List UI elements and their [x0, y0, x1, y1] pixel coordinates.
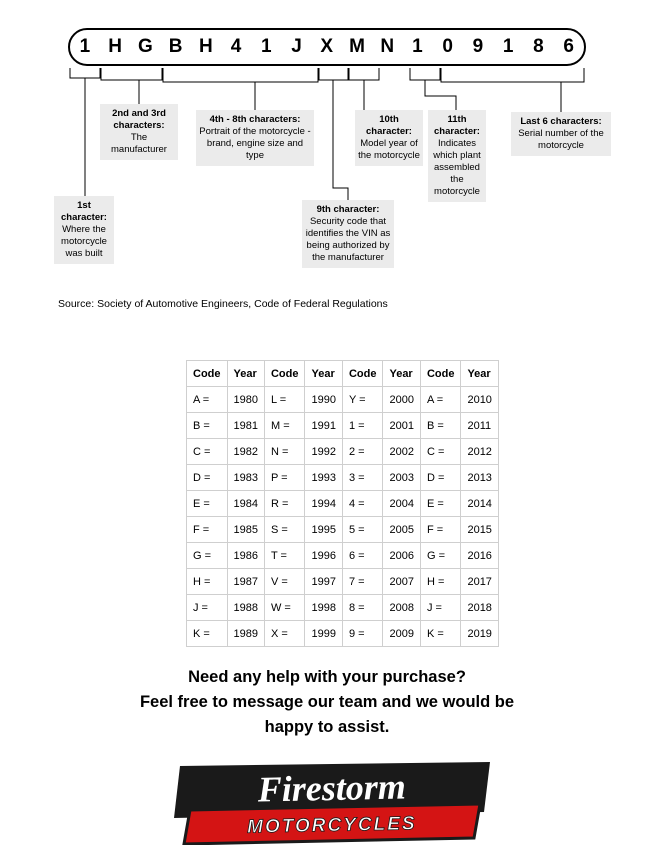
year-cell: 1996: [305, 543, 342, 569]
code-cell: R =: [264, 491, 305, 517]
code-cell: K =: [187, 621, 228, 647]
vin-char-10: M: [349, 36, 366, 57]
logo-sub-text: MOTORCYCLES: [246, 813, 417, 838]
table-header-row: [187, 361, 499, 387]
year-cell: 2004: [383, 491, 420, 517]
table-row: [187, 543, 499, 569]
code-cell: G =: [187, 543, 228, 569]
year-cell: 1986: [227, 543, 264, 569]
year-cell: 1999: [305, 621, 342, 647]
vin-char-11: N: [380, 36, 395, 57]
callout-last-six-title: Last 6 characters:: [520, 116, 602, 127]
vin-char-15: 1: [502, 36, 514, 57]
vin-char-12: 1: [412, 36, 424, 57]
year-cell: 2018: [461, 595, 498, 621]
code-cell: G =: [420, 543, 461, 569]
year-cell: 1985: [227, 517, 264, 543]
callout-last-six-body: Serial number of the motorcycle: [518, 128, 604, 151]
table-row: [187, 439, 499, 465]
table-header-cell: Code: [187, 361, 228, 387]
code-cell: J =: [187, 595, 228, 621]
code-cell: E =: [187, 491, 228, 517]
table-row: [187, 569, 499, 595]
year-cell: 2002: [383, 439, 420, 465]
year-cell: 1984: [227, 491, 264, 517]
code-cell: A =: [420, 387, 461, 413]
year-cell: 2017: [461, 569, 498, 595]
callout-fourth-eighth-body: Portrait of the motorcycle - brand, engine size and type: [199, 126, 311, 161]
code-cell: N =: [264, 439, 305, 465]
table-row: [187, 517, 499, 543]
year-code-table: [186, 360, 499, 647]
year-cell: 1983: [227, 465, 264, 491]
code-cell: 7 =: [342, 569, 383, 595]
callout-second-third-body: The manufacturer: [111, 132, 167, 155]
year-cell: 2005: [383, 517, 420, 543]
year-cell: 2001: [383, 413, 420, 439]
year-cell: 2014: [461, 491, 498, 517]
code-cell: 1 =: [342, 413, 383, 439]
vin-char-8: J: [291, 36, 303, 57]
help-line-1: Need any help with your purchase?: [188, 668, 466, 686]
callout-second-third-title: 2nd and 3rd characters:: [112, 108, 166, 131]
code-cell: W =: [264, 595, 305, 621]
code-cell: H =: [187, 569, 228, 595]
vin-diagram: [0, 0, 654, 320]
table-row: [187, 465, 499, 491]
year-code-table-container: [186, 360, 499, 647]
year-cell: 1990: [305, 387, 342, 413]
table-header-cell: Code: [342, 361, 383, 387]
table-header-cell: Year: [305, 361, 342, 387]
callout-fourth-eighth-title: 4th - 8th characters:: [209, 114, 301, 125]
vin-char-6: 4: [230, 36, 242, 57]
year-cell: 2006: [383, 543, 420, 569]
callout-first-body: Where the motorcycle was built: [61, 224, 107, 259]
vin-number-box: [68, 28, 586, 66]
vin-char-4: B: [168, 36, 183, 57]
callout-second-third-characters: [100, 104, 178, 160]
table-row: [187, 491, 499, 517]
year-cell: 1980: [227, 387, 264, 413]
year-cell: 2016: [461, 543, 498, 569]
vin-char-13: 0: [442, 36, 454, 57]
year-cell: 1988: [227, 595, 264, 621]
code-cell: D =: [187, 465, 228, 491]
table-header-cell: Year: [461, 361, 498, 387]
year-cell: 1998: [305, 595, 342, 621]
logo-artwork: [172, 760, 492, 845]
help-line-2: Feel free to message our team and we would be: [139, 693, 515, 711]
year-cell: 2008: [383, 595, 420, 621]
callout-first-title: 1st character:: [61, 200, 107, 223]
vin-char-16: 8: [533, 36, 545, 57]
year-cell: 2011: [461, 413, 498, 439]
code-cell: C =: [187, 439, 228, 465]
vin-char-2: H: [108, 36, 123, 57]
callout-eleventh-character: [428, 110, 486, 202]
code-cell: F =: [420, 517, 461, 543]
code-cell: P =: [264, 465, 305, 491]
vin-char-5: H: [198, 36, 214, 57]
callout-ninth-character: [302, 200, 394, 268]
callout-ninth-body: Security code that identifies the VIN as being authorized by the manufacturer: [305, 216, 391, 263]
code-cell: 8 =: [342, 595, 383, 621]
year-cell: 1991: [305, 413, 342, 439]
year-cell: 1993: [305, 465, 342, 491]
table-row: [187, 595, 499, 621]
vin-char-3: G: [137, 36, 154, 57]
vin-char-7: 1: [260, 36, 273, 57]
code-cell: A =: [187, 387, 228, 413]
code-cell: E =: [420, 491, 461, 517]
help-line-3: happy to assist.: [264, 718, 390, 736]
callout-fourth-eighth-characters: [196, 110, 314, 166]
callout-eleventh-body: Indicates which plant assembled the motorcycle: [433, 138, 481, 197]
code-cell: M =: [264, 413, 305, 439]
code-cell: 9 =: [342, 621, 383, 647]
year-cell: 2013: [461, 465, 498, 491]
code-cell: H =: [420, 569, 461, 595]
callout-tenth-character: [355, 110, 423, 166]
code-cell: V =: [264, 569, 305, 595]
year-cell: 2010: [461, 387, 498, 413]
code-cell: T =: [264, 543, 305, 569]
year-cell: 2003: [383, 465, 420, 491]
help-message: [0, 665, 654, 740]
code-cell: C =: [420, 439, 461, 465]
logo-brand-text: Firestorm: [257, 766, 407, 810]
year-cell: 1989: [227, 621, 264, 647]
table-header-cell: Year: [227, 361, 264, 387]
code-cell: K =: [420, 621, 461, 647]
code-cell: L =: [264, 387, 305, 413]
code-cell: F =: [187, 517, 228, 543]
code-cell: X =: [264, 621, 305, 647]
code-cell: J =: [420, 595, 461, 621]
year-cell: 1987: [227, 569, 264, 595]
firestorm-motorcycles-logo: [172, 760, 492, 845]
code-cell: 6 =: [342, 543, 383, 569]
year-cell: 2019: [461, 621, 498, 647]
year-cell: 1981: [227, 413, 264, 439]
callout-tenth-body: Model year of the motorcycle: [358, 138, 420, 161]
year-cell: 2007: [383, 569, 420, 595]
code-cell: D =: [420, 465, 461, 491]
callout-tenth-title: 10th character:: [366, 114, 412, 137]
table-row: [187, 413, 499, 439]
code-cell: 4 =: [342, 491, 383, 517]
year-cell: 2009: [383, 621, 420, 647]
table-header-cell: Year: [383, 361, 420, 387]
table-row: [187, 387, 499, 413]
year-cell: 2015: [461, 517, 498, 543]
year-cell: 2000: [383, 387, 420, 413]
code-cell: B =: [420, 413, 461, 439]
table-header-cell: Code: [264, 361, 305, 387]
year-cell: 1995: [305, 517, 342, 543]
code-cell: B =: [187, 413, 228, 439]
vin-char-9: X: [320, 36, 334, 57]
source-citation: Source: Society of Automotive Engineers, Code of Federal Regulations: [58, 298, 388, 310]
code-cell: 3 =: [342, 465, 383, 491]
callout-ninth-title: 9th character:: [316, 204, 380, 215]
vin-char-17: 6: [563, 36, 575, 57]
table-row: [187, 621, 499, 647]
callout-eleventh-title: 11th character:: [434, 114, 480, 137]
callout-last-six-characters: [511, 112, 611, 156]
year-cell: 1992: [305, 439, 342, 465]
callout-first-character: [54, 196, 114, 264]
code-cell: 5 =: [342, 517, 383, 543]
year-cell: 1982: [227, 439, 264, 465]
code-cell: S =: [264, 517, 305, 543]
vin-char-14: 9: [472, 36, 484, 57]
year-cell: 2012: [461, 439, 498, 465]
code-cell: Y =: [342, 387, 383, 413]
code-cell: 2 =: [342, 439, 383, 465]
year-cell: 1994: [305, 491, 342, 517]
year-cell: 1997: [305, 569, 342, 595]
table-header-cell: Code: [420, 361, 461, 387]
vin-char-1: 1: [79, 36, 91, 57]
